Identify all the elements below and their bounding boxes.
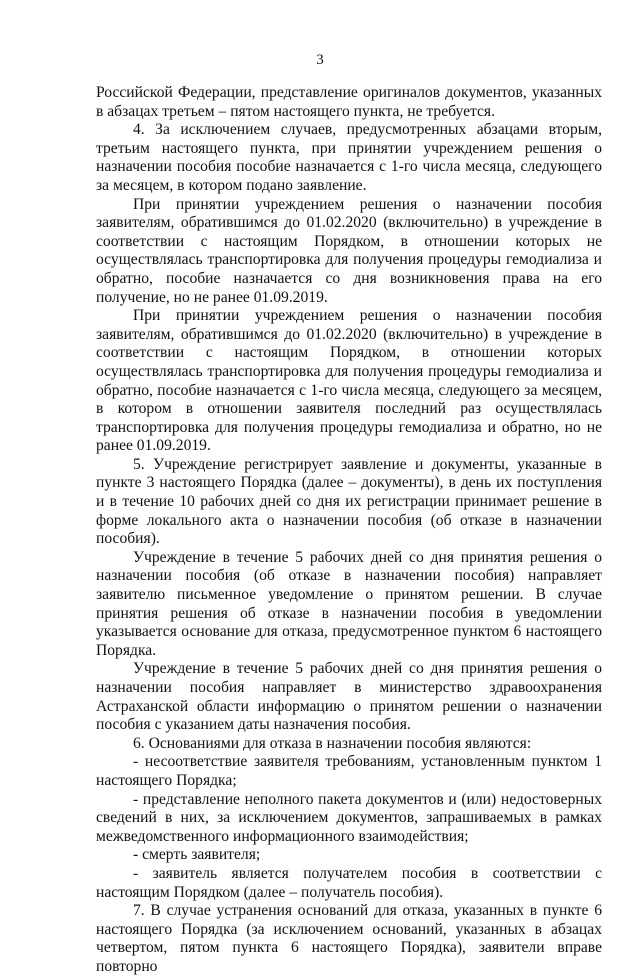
- page-number: 3: [316, 52, 324, 68]
- list-item-reason-3: - смерть заявителя;: [133, 846, 261, 864]
- list-item-reason-1: - несоответствие заявителя требованиям, установленным пунктом 1 настоящего Порядка;: [96, 753, 602, 789]
- paragraph-item-4-second: При принятии учреждением решения о назначении пособия заявителям, обратившимся до 01.02.2020 (включительно) в учреждение в соответствии с настоящим Порядком, в отношении которых не осуществлялась транспортировка для получения процедуры гемодиализа и обратно, пособие назначается со дня возникновения права на его получение, но не ранее 01.09.2019.: [96, 195, 602, 306]
- paragraph-item-6: 6. Основаниями для отказа в назначении пособия являются:: [133, 734, 532, 752]
- paragraph-item-5: 5. Учреждение регистрирует заявление и документы, указанные в пункте 3 настоящего Порядка (далее – документы), в день их поступления и в течение 10 рабочих дней со дня их регистрации принимает решение в форме локального акта о назначении пособия (об отказе в назначении пособия).: [96, 455, 602, 548]
- paragraph-item-5-ministry: Учреждение в течение 5 рабочих дней со дня принятия решения о назначении пособия направляет в министерство здравоохранения Астраханской области информацию о принятом решении о назначении пособия с указанием даты назначения пособия.: [96, 660, 602, 734]
- paragraph-item-5-notification: Учреждение в течение 5 рабочих дней со дня принятия решения о назначении пособия (об отказе в назначении пособия) направляет заявителю письменное уведомление о принятом решении. В случае принятия решения об отказе в назначении пособия в уведомлении указывается основание для отказа, предусмотренное пунктом 6 настоящего Порядка.: [96, 548, 602, 659]
- paragraph-item-4: 4. За исключением случаев, предусмотренных абзацами вторым, третьим настоящего пункта, при принятии учреждением решения о назначении пособия пособие назначается с 1-го числа месяца, следующего за месяцем, в котором подано заявление.: [96, 121, 602, 194]
- paragraph-continuation: Российской Федерации, представление оригиналов документов, указанных в абзацах третьем – пятом настоящего пункта, не требуется.: [96, 84, 602, 120]
- paragraph-item-7: 7. В случае устранения оснований для отказа, указанных в пункте 6 настоящего Порядка (за исключением оснований, указанных в абзацах четвертом, пятом пункта 6 настоящего Порядка), заявители вправе повторно: [96, 902, 602, 975]
- paragraph-item-4-third: При принятии учреждением решения о назначении пособия заявителям, обратившимся до 01.02.2020 (включительно) в учреждение в соответствии с настоящим Порядком, в отношении которых осуществлялась транспортировка для получения процедуры гемодиализа и обратно, пособие назначается с 1-го числа месяца, следующего за месяцем, в котором в отношении заявителя последний раз осуществлялась транспортировка для получения процедуры гемодиализа и обратно, но не ранее 01.09.2019.: [96, 307, 602, 455]
- list-item-reason-4: - заявитель является получателем пособия в соответствии с настоящим Порядком (далее – получатель пособия).: [96, 864, 602, 901]
- list-item-reason-2: - представление неполного пакета документов и (или) недостоверных сведений в них, за исключением документов, запрашиваемых в рамках межведомственного информационного взаимодействия;: [96, 790, 602, 845]
- document-body: [96, 84, 602, 977]
